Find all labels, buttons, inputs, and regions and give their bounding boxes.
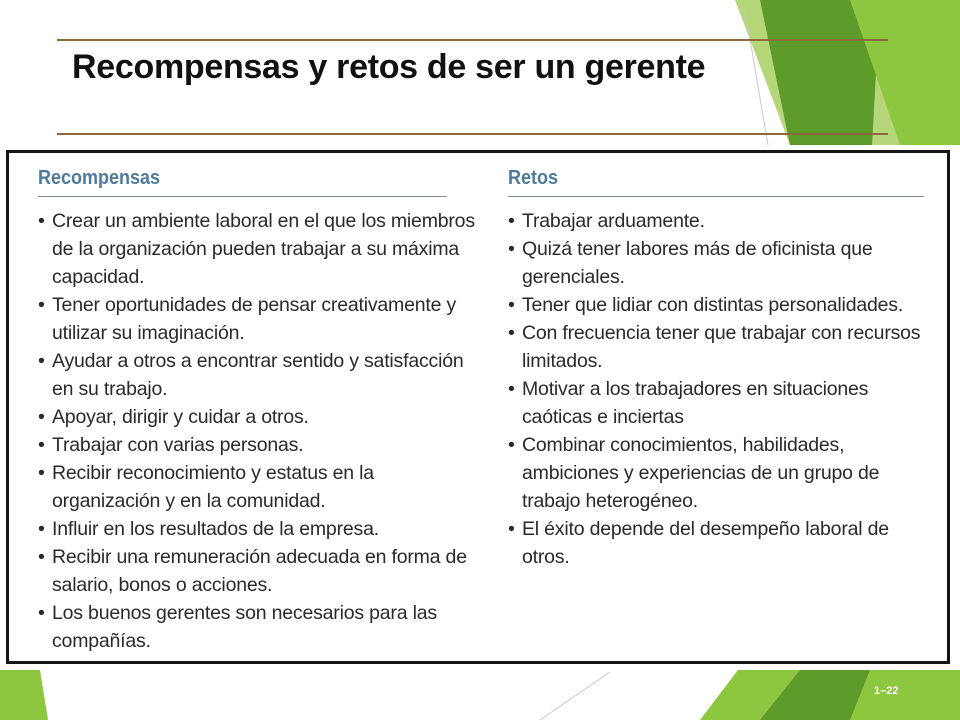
list-item: • Crear un ambiente laboral en el que los miembros de la organización pueden trabajar a su máxima capacidad. <box>38 207 478 291</box>
comparison-table <box>6 150 950 664</box>
list-item: • Los buenos gerentes son necesarios para las compañías. <box>38 599 478 655</box>
rewards-column <box>38 167 478 655</box>
list-item: • Recibir reconocimiento y estatus en la organización y en la comunidad. <box>38 459 478 515</box>
list-item: • Recibir una remuneración adecuada en forma de salario, bonos o acciones. <box>38 543 478 599</box>
list-item: • Apoyar, dirigir y cuidar a otros. <box>38 403 478 431</box>
list-item: • Con frecuencia tener que trabajar con recursos limitados. <box>508 319 928 375</box>
title-top-rule <box>57 39 888 41</box>
list-item: • El éxito depende del desempeño laboral de otros. <box>508 515 928 571</box>
challenges-column <box>508 167 928 571</box>
list-item: • Influir en los resultados de la empresa. <box>38 515 478 543</box>
challenges-list <box>508 207 928 571</box>
list-item: • Ayudar a otros a encontrar sentido y satisfacción en su trabajo. <box>38 347 478 403</box>
challenges-heading: Retos <box>508 167 924 197</box>
rewards-heading: Recompensas <box>38 167 447 197</box>
list-item: • Motivar a los trabajadores en situaciones caóticas e inciertas <box>508 375 928 431</box>
title-bottom-rule <box>57 133 888 135</box>
page-number: 1–22 <box>874 685 899 697</box>
bottom-thin-line <box>540 672 610 720</box>
list-item: • Quizá tener labores más de oficinista que gerenciales. <box>508 235 928 291</box>
list-item: • Tener que lidiar con distintas personalidades. <box>508 291 928 319</box>
rewards-list <box>38 207 478 655</box>
list-item: • Tener oportunidades de pensar creativamente y utilizar su imaginación. <box>38 291 478 347</box>
list-item: • Trabajar arduamente. <box>508 207 928 235</box>
list-item: • Combinar conocimientos, habilidades, ambiciones y experiencias de un grupo de trabajo heterogéneo. <box>508 431 928 515</box>
slide-title: Recompensas y retos de ser un gerente <box>72 48 706 86</box>
list-item: • Trabajar con varias personas. <box>38 431 478 459</box>
bottom-left-green-shape <box>0 670 48 720</box>
